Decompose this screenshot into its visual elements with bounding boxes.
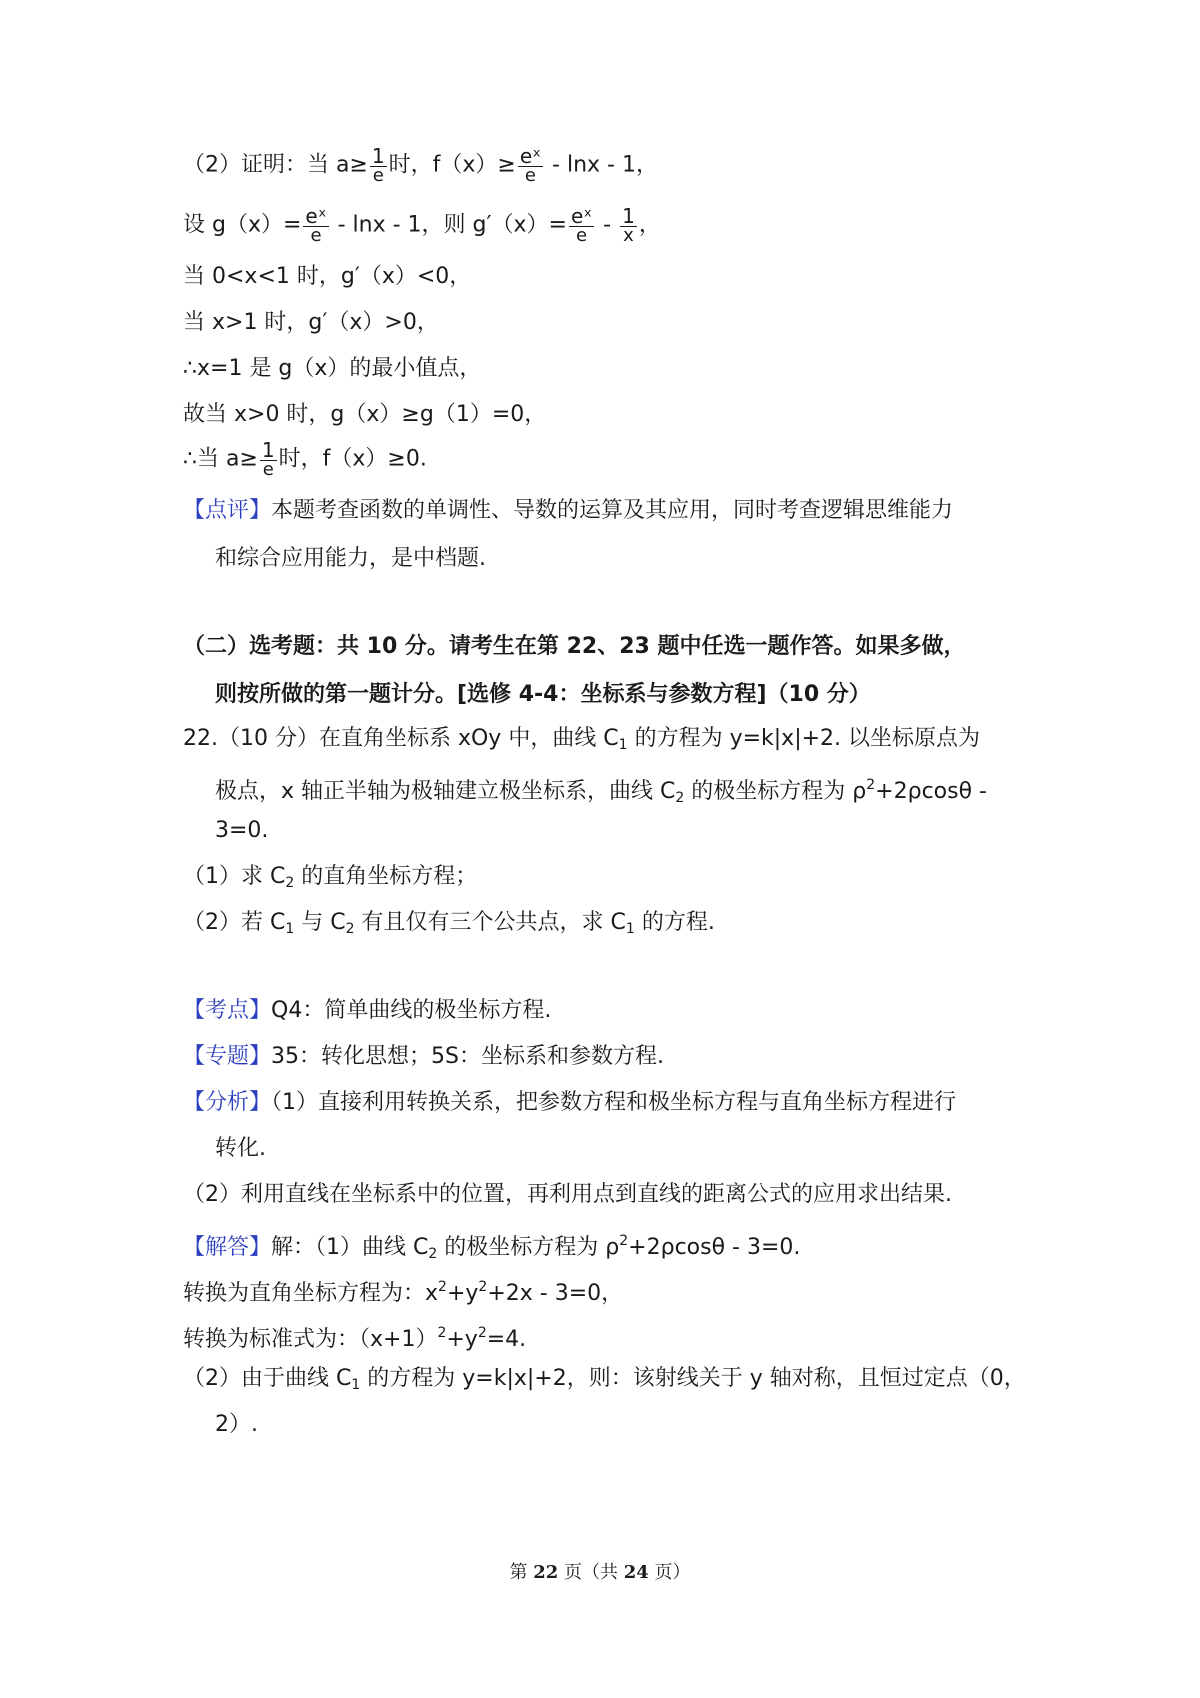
- review-tag: 【点评】: [183, 498, 272, 523]
- fenxi-line-3: （2）利用直线在坐标系中的位置，再利用点到直线的距离公式的应用求出结果.: [183, 1182, 952, 1207]
- problem-line-3: 3=0.: [215, 818, 269, 843]
- zhuanti-tag: 【专题】: [183, 1044, 272, 1069]
- fenxi-line-1: 【分析】（1）直接利用转换关系，把参数方程和极坐标方程与直角坐标方程进行: [183, 1090, 957, 1115]
- text: 本题考查函数的单调性、导数的运算及其应用，同时考查逻辑思维能力: [271, 498, 954, 523]
- proof-line-3: 当 0<x<1 时，g′（x）<0，: [183, 264, 472, 289]
- fenxi-tag: 【分析】: [183, 1090, 272, 1115]
- proof-line-6: 故当 x>0 时，g（x）≥g（1）=0，: [183, 402, 547, 427]
- jieda-line-3: 转换为标准式为：$(x+1)^2+y^2=4$.: [183, 1325, 527, 1352]
- problem-question-2: （2）若 $C_1$ 与 $C_2$ 有且仅有三个公共点，求 $C_1$ 的方程.: [183, 910, 715, 937]
- text: ∴当 a≥: [183, 446, 258, 472]
- text: 时，f（x）≥: [388, 152, 516, 178]
- kaodian-tag: 【考点】: [183, 998, 272, 1023]
- text: （2）证明：当 a≥: [183, 152, 368, 178]
- jieda-line-1: 【解答】解：（1）曲线 $C_2$ 的极坐标方程为 $\rho^2+2\rho\cos\theta - 3=0$.: [183, 1233, 801, 1262]
- text: 时，f（x）≥0.: [278, 446, 427, 472]
- problem-line-1: 22.（10 分）在直角坐标系 xOy 中，曲线 $C_1$ 的方程为 y=k|x|+2. 以坐标原点为: [183, 726, 981, 753]
- review-line-2: 和综合应用能力，是中档题.: [215, 546, 486, 571]
- fraction-ex-over-e: $\frac{\text{eˣ}}{e}$: [519, 144, 542, 186]
- fraction-1-over-x: $\frac{1}{x}$: [622, 204, 635, 246]
- text: 设 g（x）=: [183, 212, 302, 238]
- page-footer: 第 22 页（共 24 页）: [509, 1562, 691, 1583]
- text: -: [596, 212, 619, 238]
- jieda-line-2: 转换为直角坐标方程为：$x^2+y^2+2x - 3=0$，: [183, 1279, 624, 1306]
- fenxi-line-2: 转化.: [215, 1136, 266, 1161]
- fraction-ex-over-e: $\frac{\text{eˣ}}{e}$: [570, 204, 593, 246]
- problem-question-1: （1）求 $C_2$ 的直角坐标方程；: [183, 864, 478, 891]
- page-total: 24: [623, 1562, 649, 1583]
- jieda-tag: 【解答】: [183, 1235, 272, 1260]
- zhuanti-line: 【专题】35：转化思想；5S：坐标系和参数方程.: [183, 1044, 664, 1069]
- fraction-ex-over-e: $\frac{\text{eˣ}}{e}$: [305, 204, 327, 246]
- text: - lnx - 1，则 g′（x）=: [330, 212, 567, 238]
- review-line-1: [183, 496, 953, 526]
- proof-line-7: [183, 440, 427, 479]
- fraction-1-over-e: $\frac{1}{e}$: [371, 144, 385, 186]
- proof-line-2: [183, 206, 661, 245]
- page-number: 22: [533, 1562, 559, 1583]
- proof-line-4: 当 x>1 时，g′（x）>0，: [183, 310, 439, 335]
- jieda-line-5: 2）.: [215, 1412, 258, 1437]
- fraction-1-over-e: $\frac{1}{e}$: [261, 438, 275, 480]
- section-heading-2: 则按所做的第一题计分。[选修 4-4：坐标系与参数方程]（10 分）: [215, 682, 871, 707]
- text: - lnx - 1，: [545, 152, 658, 178]
- kaodian-line: 【考点】Q4：简单曲线的极坐标方程.: [183, 998, 552, 1023]
- proof-line-5: ∴x=1 是 g（x）的最小值点，: [183, 356, 482, 381]
- section-heading-1: （二）选考题：共 10 分。请考生在第 22、23 题中任选一题作答。如果多做，: [183, 634, 966, 659]
- text: ，: [638, 212, 661, 238]
- jieda-line-4: （2）由于曲线 $C_1$ 的方程为 y=k|x|+2，则：该射线关于 y 轴对称，且恒过定点（0，: [183, 1366, 1026, 1393]
- problem-line-2: 极点，x 轴正半轴为极轴建立极坐标系，曲线 $C_2$ 的极坐标方程为 $\rho^2+2\rho\cos\theta$ -: [215, 777, 987, 806]
- proof-line-1: [183, 146, 658, 185]
